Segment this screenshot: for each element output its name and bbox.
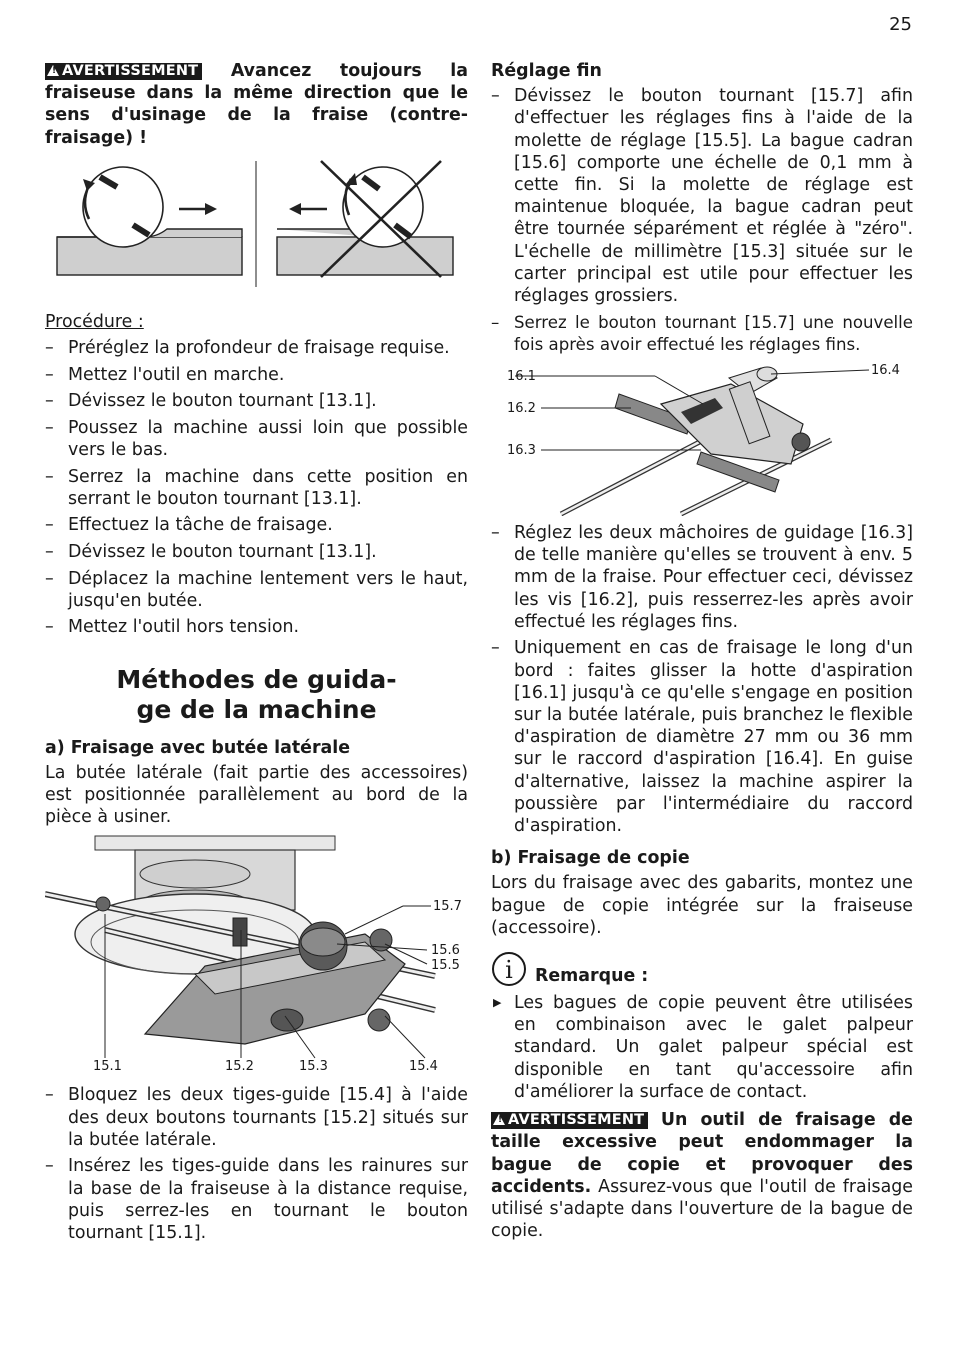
label-15-3: 15.3 <box>299 1059 328 1075</box>
climb-milling-figure <box>45 159 468 297</box>
label-16-2: 16.2 <box>507 401 536 417</box>
label-16-1: 16.1 <box>507 369 536 385</box>
info-icon <box>491 951 527 987</box>
fence-steps-list <box>45 1084 468 1244</box>
subsection-b-text: Lors du fraisage avec des gabarits, montez une bague de copie intégrée sur la fraiseuse (accessoire). <box>491 873 913 938</box>
label-15-7: 15.7 <box>433 899 462 915</box>
subsection-a-text: La butée latérale (fait partie des accessoires) est positionnée parallèlement au bord de la pièce à usiner. <box>45 762 468 828</box>
warning-triangle-icon: ! <box>493 1114 505 1125</box>
warning-text: Avancez toujours la fraiseuse dans la même direction que le sens d'usinage de la fraise (contre-fraisage) ! <box>45 61 468 148</box>
list-item: – Uniquement en cas de fraisage le long d'un bord : faites glisser la hotte d'aspiration [16.1] jusqu'à ce qu'elle s'engage en position sur la butée latérale, puis branchez le flexible d'aspiration de diamètre 27 mm ou 36 mm sur le raccord d'aspiration [16.4]. En guise d'alternative, laissez la machine aspirer la poussière par l'intermédiaire du raccord d'aspiration. <box>491 637 913 837</box>
guide-jaws-list <box>491 522 913 837</box>
list-item: – Insérez les tiges-guide dans les rainures sur la base de la fraiseuse à la distance requise, puis serrez-les en tournant le bouton tournant [15.1]. <box>45 1155 468 1244</box>
subsection-a-title: a) Fraisage avec butée latérale <box>45 737 351 758</box>
list-item: – Dévissez le bouton tournant [15.7] afin d'effectuer les réglages fins à l'aide de la molette de réglage [15.5]. La bague cadran [15.6] comporte une échelle de 0,1 mm à cette fin. Si la molette de réglage est maintenue bloquée, la bague cadran peut être tournée séparément et réglée à "zéro". L'échelle de millimètre [15.3] située sur le carter principal est utile pour effectuer les réglages grossiers. <box>491 85 913 307</box>
warning-paragraph <box>45 60 468 149</box>
procedure-list <box>45 337 468 639</box>
side-fence-figure <box>45 834 468 1078</box>
label-15-2: 15.2 <box>225 1059 254 1075</box>
label-15-4: 15.4 <box>409 1059 438 1075</box>
list-item: – Mettez l'outil en marche. <box>45 364 468 386</box>
warning2-paragraph <box>491 1109 913 1242</box>
warning-triangle-icon: ! <box>47 65 59 76</box>
right-column <box>491 60 913 1242</box>
warning2-text: Assurez-vous que l'outil de fraisage utilisé s'adapte dans l'ouverture de la bague de copie. <box>491 1176 913 1242</box>
label-15-6: 15.6 <box>431 943 460 959</box>
svg-text:i: i <box>505 956 513 985</box>
wrong-direction-illustration <box>277 161 453 277</box>
left-column <box>45 60 468 1249</box>
list-item: ▶ Les bagues de copie peuvent être utilisées en combinaison avec le galet palpeur standard. Un galet palpeur spécial est disponible en tant qu'accessoire afin d'améliorer la surface de contact. <box>491 992 913 1103</box>
warning-badge: ! AVERTISSEMENT <box>491 1112 648 1129</box>
section-title: Méthodes de guida- ge de la machine <box>116 664 397 724</box>
list-item: – Dévissez le bouton tournant [13.1]. <box>45 390 468 412</box>
list-item: – Bloquez les deux tiges-guide [15.4] à l'aide des deux boutons tournants [15.2] situés sur la butée latérale. <box>45 1084 468 1151</box>
list-item: – Déplacez la machine lentement vers le haut, jusqu'en butée. <box>45 568 468 612</box>
list-item: – Serrez le bouton tournant [15.7] une nouvelle fois après avoir effectué les réglages fins. <box>491 312 913 356</box>
list-item: – Poussez la machine aussi loin que possible vers le bas. <box>45 417 468 461</box>
list-item: – Préréglez la profondeur de fraisage requise. <box>45 337 468 359</box>
list-item: – Réglez les deux mâchoires de guidage [16.3] de telle manière qu'elles se trouvent à env. 5 mm de la fraise. Pour effectuer ceci, dévissez les vis [16.2], puis resserrez-les après avoir effectué les réglages fins. <box>491 522 913 633</box>
label-16-4: 16.4 <box>871 364 900 379</box>
note-list <box>491 992 913 1103</box>
fine-adjust-title: Réglage fin <box>491 61 602 81</box>
warning2-bold: Un outil de fraisage de taille excessive peut endommager la bague de copie et provoquer des accidents. <box>491 1110 913 1197</box>
note-header <box>491 951 913 987</box>
list-item: – Mettez l'outil hors tension. <box>45 616 468 638</box>
note-title: Remarque : <box>535 965 649 986</box>
list-item: – Serrez la machine dans cette position en serrant le bouton tournant [13.1]. <box>45 466 468 510</box>
label-16-3: 16.3 <box>507 443 536 459</box>
correct-direction-illustration <box>57 167 242 275</box>
subsection-b-title: b) Fraisage de copie <box>491 848 690 869</box>
label-15-5: 15.5 <box>431 958 460 974</box>
page-number: 25 <box>889 14 912 35</box>
procedure-label: Procédure : <box>45 311 144 332</box>
fine-adjust-list <box>491 85 913 356</box>
dust-extraction-figure <box>491 364 913 516</box>
list-item: – Effectuez la tâche de fraisage. <box>45 514 468 536</box>
label-15-1: 15.1 <box>93 1059 122 1075</box>
warning-badge: ! AVERTISSEMENT <box>45 63 202 80</box>
list-item: – Dévissez le bouton tournant [13.1]. <box>45 541 468 563</box>
